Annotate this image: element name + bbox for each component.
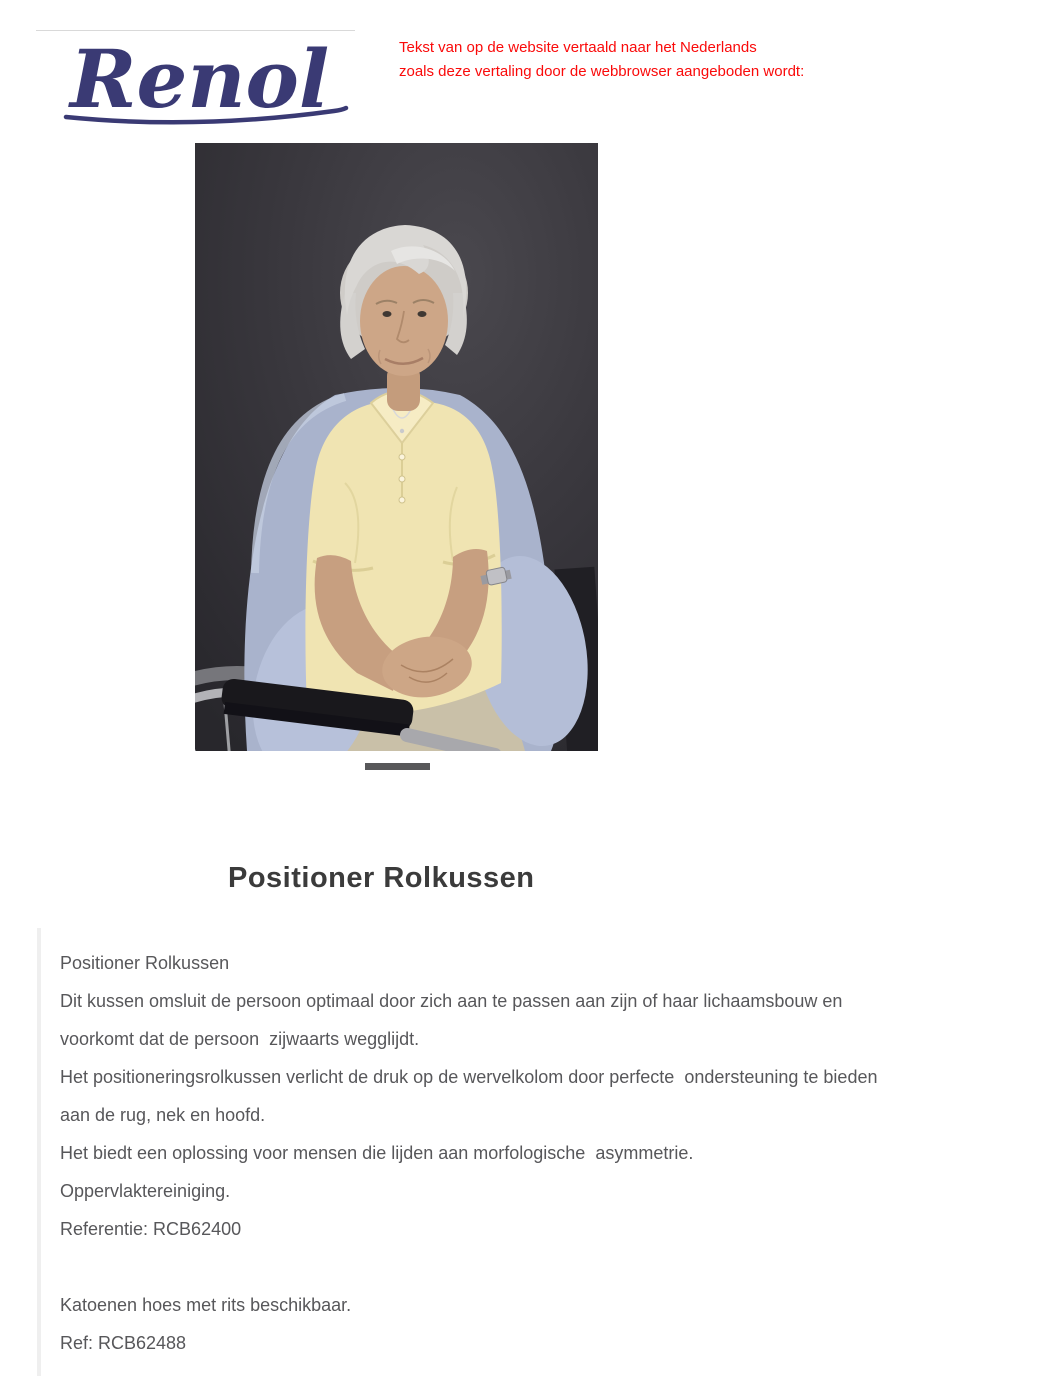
description-line: voorkomt dat de persoon zijwaarts wegglijdt.	[60, 1029, 420, 1049]
page-title: Positioner Rolkussen	[228, 862, 535, 894]
description-line: aan de rug, nek en hoofd.	[60, 1105, 266, 1125]
translation-note-line1: Tekst van op de website vertaald naar het Nederlands	[399, 39, 757, 56]
description-line: Oppervlaktereiniging.	[60, 1181, 231, 1201]
description-line: Het biedt een oplossing voor mensen die lijden aan morfologische asymmetrie.	[60, 1143, 694, 1163]
translation-note-line2: zoals deze vertaling door de webbrowser aangeboden wordt:	[399, 63, 805, 80]
translation-note	[399, 36, 919, 84]
description-line: Positioner Rolkussen	[60, 953, 230, 973]
description-line: Referentie: RCB62400	[60, 1219, 242, 1239]
renol-logo-link[interactable]	[36, 30, 355, 135]
renol-logo-icon	[36, 31, 355, 134]
description-line: Ref: RCB62488	[60, 1333, 187, 1353]
description-line: Katoenen hoes met rits beschikbaar.	[60, 1295, 352, 1315]
description-line-blank	[60, 1248, 1031, 1286]
product-photo-illustration	[195, 143, 598, 751]
slider-indicator[interactable]	[365, 763, 430, 770]
product-photo[interactable]	[195, 143, 598, 751]
description-line: Dit kussen omsluit de persoon optimaal door zich aan te passen aan zijn of haar lichaamsbouw en	[60, 991, 843, 1011]
description-line: Het positioneringsrolkussen verlicht de druk op de wervelkolom door perfecte ondersteuning te bieden	[60, 1067, 878, 1087]
product-description	[37, 928, 1031, 1376]
logo-text: Renol	[70, 32, 330, 126]
